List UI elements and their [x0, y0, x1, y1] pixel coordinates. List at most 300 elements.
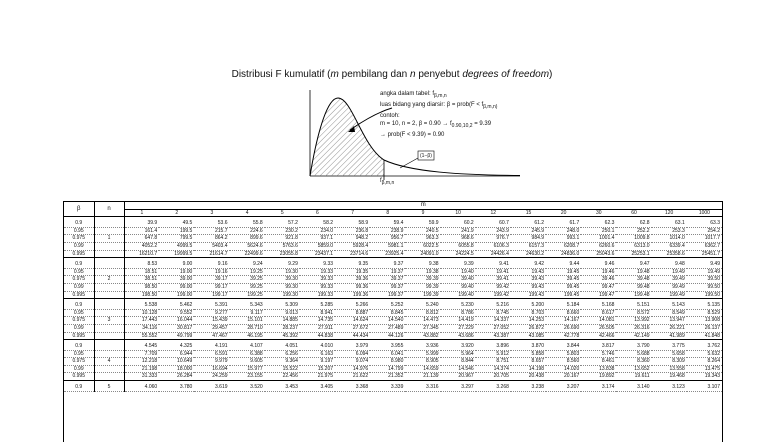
table-cell: 3.123	[652, 384, 687, 391]
table-cell: 59.9	[405, 220, 440, 227]
table-cell: 5.746	[581, 350, 616, 358]
header-beta: β	[64, 202, 94, 217]
table-cell: 9.24	[230, 261, 265, 268]
table-cell: 26.221	[652, 324, 687, 332]
table-cell: 99.36	[335, 283, 370, 291]
table-cell: 19.41	[476, 268, 511, 276]
table-cell: 39.46	[581, 276, 616, 284]
row-n	[94, 324, 124, 332]
table-cell: 243.9	[476, 227, 511, 235]
row-beta: 0.995	[64, 250, 94, 258]
table-cell: 4.545	[124, 343, 159, 350]
table-cell: 24.259	[194, 373, 229, 381]
table-cell: 44.434	[335, 332, 370, 340]
table-cell: 5.858	[511, 350, 546, 358]
table-cell: 10.649	[159, 358, 194, 366]
table-cell: 98.50	[124, 283, 159, 291]
table-cell: 43.387	[476, 332, 511, 340]
table-cell: 3.896	[476, 343, 511, 350]
table-cell: 13.908	[687, 317, 722, 325]
row-n	[94, 332, 124, 340]
table-cell: 19.16	[194, 268, 229, 276]
table-cell: 9.48	[652, 261, 687, 268]
table-cell: 199.30	[265, 291, 300, 299]
table-cell: 39.50	[687, 276, 722, 284]
table-cell: 14.419	[441, 317, 476, 325]
table-cell: 39.41	[476, 276, 511, 284]
table-cell: 3.619	[194, 384, 229, 391]
table-cell: 62.8	[616, 220, 651, 227]
table-row	[64, 227, 722, 235]
table-row	[64, 309, 722, 317]
table-cell: 44.838	[300, 332, 335, 340]
table-row	[64, 235, 722, 243]
row-beta: 0.995	[64, 291, 94, 299]
table-cell: 5859.0	[300, 242, 335, 250]
table-cell: 4.325	[159, 343, 194, 350]
table-cell: 14.885	[265, 317, 300, 325]
header-m-5: 5	[265, 209, 300, 217]
row-beta: 0.995	[64, 373, 94, 381]
table-cell: 19.33	[300, 268, 335, 276]
header-m-8: 8	[370, 209, 405, 217]
table-cell: 8.751	[476, 358, 511, 366]
row-n: 2	[94, 276, 124, 284]
table-cell: 14.253	[511, 317, 546, 325]
table-cell: 5.462	[159, 302, 194, 309]
table-cell: 8.845	[370, 309, 405, 317]
table-cell: 199.42	[476, 291, 511, 299]
table-cell: 161.4	[124, 227, 159, 235]
table-cell: 8.617	[581, 309, 616, 317]
table-cell: 9.00	[159, 261, 194, 268]
table-cell: 5.143	[652, 302, 687, 309]
table-cell: 3.405	[300, 384, 335, 391]
table-cell: 20.167	[546, 373, 581, 381]
table-cell: 41.989	[652, 332, 687, 340]
row-beta: 0.95	[64, 350, 94, 358]
table-cell: 5.135	[687, 302, 722, 309]
table-cell: 23055.8	[265, 250, 300, 258]
table-cell: 20.967	[441, 373, 476, 381]
row-n	[94, 227, 124, 235]
table-cell: 25253.1	[616, 250, 651, 258]
table-cell: 99.48	[616, 283, 651, 291]
table-cell: 25451.7	[687, 250, 722, 258]
table-cell: 99.42	[476, 283, 511, 291]
table-cell: 5.252	[370, 302, 405, 309]
table-row	[64, 350, 722, 358]
table-cell: 252.2	[616, 227, 651, 235]
row-beta: 0.975	[64, 317, 94, 325]
table-cell: 6.163	[300, 350, 335, 358]
table-cell: 14.540	[370, 317, 405, 325]
table-cell: 19.38	[405, 268, 440, 276]
table-cell: 39.36	[335, 276, 370, 284]
table-cell: 3.762	[687, 343, 722, 350]
header-m-1: 1	[124, 209, 159, 217]
table-cell: 39.37	[370, 276, 405, 284]
table-cell: 5624.6	[230, 242, 265, 250]
header-m-3: 3	[194, 209, 229, 217]
table-cell: 45.392	[265, 332, 300, 340]
table-cell: 19.892	[581, 373, 616, 381]
table-cell: 6.388	[230, 350, 265, 358]
table-cell: 3.955	[370, 343, 405, 350]
header-m-4: 4	[230, 209, 265, 217]
table-cell: 5.632	[687, 350, 722, 358]
table-cell: 3.920	[441, 343, 476, 350]
table-cell: 9.39	[441, 261, 476, 268]
table-cell: 3.174	[581, 384, 616, 391]
table-cell: 5.343	[230, 302, 265, 309]
table-cell: 199.39	[405, 291, 440, 299]
table-cell: 43.686	[441, 332, 476, 340]
table-row	[64, 250, 722, 258]
row-beta: 0.995	[64, 332, 94, 340]
table-cell: 5.184	[546, 302, 581, 309]
table-cell: 8.264	[687, 358, 722, 366]
table-cell: 6339.4	[652, 242, 687, 250]
table-cell: 3.780	[159, 384, 194, 391]
table-cell: 3.844	[546, 343, 581, 350]
table-cell: 250.1	[581, 227, 616, 235]
table-cell: 234.0	[300, 227, 335, 235]
table-cell: 39.25	[230, 276, 265, 284]
table-cell: 899.6	[230, 235, 265, 243]
table-cell: 19.43	[511, 268, 546, 276]
table-cell: 3.453	[265, 384, 300, 391]
table-cell: 5.964	[441, 350, 476, 358]
table-cell: 24836.0	[546, 250, 581, 258]
table-cell: 63.3	[687, 220, 722, 227]
table-cell: 14.799	[370, 365, 405, 373]
table-cell: 9.013	[265, 309, 300, 317]
table-cell: 99.33	[300, 283, 335, 291]
table-cell: 647.8	[124, 235, 159, 243]
table-cell: 99.40	[441, 283, 476, 291]
table-cell: 9.33	[300, 261, 335, 268]
row-beta: 0.9	[64, 384, 94, 391]
table-cell: 18.000	[159, 365, 194, 373]
table-cell: 14.624	[335, 317, 370, 325]
table-row	[64, 384, 722, 391]
table-cell: 9.197	[300, 358, 335, 366]
table-cell: 9.37	[370, 261, 405, 268]
table-cell: 8.529	[687, 309, 722, 317]
table-cell: 99.47	[581, 283, 616, 291]
table-cell: 13.475	[687, 365, 722, 373]
table-cell: 24091.0	[405, 250, 440, 258]
row-n	[94, 250, 124, 258]
table-cell: 13.558	[652, 365, 687, 373]
table-cell: 4.107	[230, 343, 265, 350]
table-cell: 99.00	[159, 283, 194, 291]
table-cell: 15.439	[194, 317, 229, 325]
table-cell: 23437.1	[300, 250, 335, 258]
table-cell: 1009.8	[616, 235, 651, 243]
table-cell: 99.25	[230, 283, 265, 291]
table-cell: 26.690	[546, 324, 581, 332]
row-beta: 0.9	[64, 302, 94, 309]
table-cell: 59.4	[370, 220, 405, 227]
header-m-12: 12	[476, 209, 511, 217]
table-cell: 3.268	[476, 384, 511, 391]
table-cell: 62.3	[581, 220, 616, 227]
table-cell: 198.50	[124, 291, 159, 299]
table-cell: 26.872	[511, 324, 546, 332]
table-cell: 27.489	[370, 324, 405, 332]
table-cell: 3.817	[581, 343, 616, 350]
table-cell: 5403.4	[194, 242, 229, 250]
header-m-7: 7	[335, 209, 370, 217]
table-cell: 3.238	[511, 384, 546, 391]
table-cell: 39.48	[616, 276, 651, 284]
table-cell: 9.42	[511, 261, 546, 268]
row-beta: 0.975	[64, 276, 94, 284]
table-cell: 14.337	[476, 317, 511, 325]
table-cell: 9.552	[159, 309, 194, 317]
row-n	[94, 302, 124, 309]
table-cell: 1014.0	[652, 235, 687, 243]
table-cell: 29.457	[194, 324, 229, 332]
table-cell: 27.911	[300, 324, 335, 332]
table-cell: 254.2	[687, 227, 722, 235]
table-cell: 21614.7	[194, 250, 229, 258]
table-cell: 199.17	[194, 291, 229, 299]
table-cell: 9.605	[230, 358, 265, 366]
table-cell: 199.5	[159, 227, 194, 235]
table-cell: 19.25	[230, 268, 265, 276]
table-cell: 19.611	[616, 373, 651, 381]
table-cell: 8.657	[511, 358, 546, 366]
table-cell: 42.466	[581, 332, 616, 340]
table-row	[64, 261, 722, 268]
table-cell: 8.703	[511, 309, 546, 317]
table-cell: 5.151	[616, 302, 651, 309]
table-cell: 21.975	[300, 373, 335, 381]
row-n	[94, 291, 124, 299]
table-cell: 16210.7	[124, 250, 159, 258]
table-cell: 21.622	[335, 373, 370, 381]
table-cell: 963.3	[405, 235, 440, 243]
table-cell: 39.00	[159, 276, 194, 284]
table-cell: 60.2	[441, 220, 476, 227]
row-beta: 0.99	[64, 283, 94, 291]
table-cell: 19.46	[581, 268, 616, 276]
table-cell: 23925.4	[370, 250, 405, 258]
table-cell: 5.912	[476, 350, 511, 358]
table-cell: 8.887	[335, 309, 370, 317]
row-n	[94, 350, 124, 358]
table-cell: 199.50	[687, 291, 722, 299]
table-cell: 16.044	[159, 317, 194, 325]
header-m-30: 30	[581, 209, 616, 217]
table-cell: 27.672	[335, 324, 370, 332]
table-cell: 3.297	[441, 384, 476, 391]
table-cell: 3.520	[230, 384, 265, 391]
table-cell: 199.45	[546, 291, 581, 299]
row-beta: 0.95	[64, 227, 94, 235]
page-title: Distribusi F kumulatif (m pembilang dan n penyebut degrees of freedom)	[231, 69, 553, 80]
table-cell: 12.218	[124, 358, 159, 366]
table-cell: 6313.0	[616, 242, 651, 250]
table-cell: 18.51	[124, 268, 159, 276]
table-cell: 984.9	[511, 235, 546, 243]
table-cell: 99.45	[546, 283, 581, 291]
table-cell: 9.16	[194, 261, 229, 268]
table-cell: 6260.6	[581, 242, 616, 250]
table-cell: 19.30	[265, 268, 300, 276]
table-cell: 5.688	[616, 350, 651, 358]
table-cell: 5928.4	[335, 242, 370, 250]
table-cell: 39.49	[652, 276, 687, 284]
table-cell: 199.33	[300, 291, 335, 299]
table-cell: 1017.7	[687, 235, 722, 243]
table-cell: 1001.4	[581, 235, 616, 243]
table-cell: 8.786	[441, 309, 476, 317]
table-cell: 38.51	[124, 276, 159, 284]
table-cell: 19.37	[370, 268, 405, 276]
table-cell: 39.9	[124, 220, 159, 227]
table-cell: 236.8	[335, 227, 370, 235]
table-cell: 14.473	[405, 317, 440, 325]
f-distribution-table	[64, 202, 722, 392]
table-cell: 99.50	[687, 283, 722, 291]
table-cell: 27.345	[405, 324, 440, 332]
table-cell: 199.36	[335, 291, 370, 299]
table-cell: 8.812	[405, 309, 440, 317]
header-m-1000: 1000	[687, 209, 722, 217]
table-cell: 19.468	[652, 373, 687, 381]
row-beta: 0.9	[64, 261, 94, 268]
row-n: 3	[94, 317, 124, 325]
table-cell: 39.30	[265, 276, 300, 284]
table-row	[64, 268, 722, 276]
table-cell: 46.195	[230, 332, 265, 340]
header-m-15: 15	[511, 209, 546, 217]
table-cell: 39.43	[511, 276, 546, 284]
header-m-9: 9	[405, 209, 440, 217]
table-cell: 5.285	[300, 302, 335, 309]
table-cell: 5.200	[511, 302, 546, 309]
table-cell: 3.979	[335, 343, 370, 350]
table-cell: 199.00	[159, 291, 194, 299]
table-cell: 8.844	[441, 358, 476, 366]
row-n	[94, 343, 124, 350]
header-m-2: 2	[159, 209, 194, 217]
table-cell: 9.29	[265, 261, 300, 268]
table-cell: 5763.6	[265, 242, 300, 250]
table-cell: 19999.5	[159, 250, 194, 258]
table-cell: 30.817	[159, 324, 194, 332]
table-cell: 16.694	[194, 365, 229, 373]
table-cell: 199.49	[652, 291, 687, 299]
table-cell: 10.128	[124, 309, 159, 317]
table-cell: 13.652	[616, 365, 651, 373]
table-cell: 9.979	[194, 358, 229, 366]
table-cell: 5.230	[441, 302, 476, 309]
table-cell: 6.256	[265, 350, 300, 358]
table-cell: 948.2	[335, 235, 370, 243]
table-cell: 8.309	[652, 358, 687, 366]
table-cell: 21.139	[405, 373, 440, 381]
header-m-6: 6	[300, 209, 335, 217]
table-cell: 27.229	[441, 324, 476, 332]
table-cell: 7.709	[124, 350, 159, 358]
table-cell: 956.7	[370, 235, 405, 243]
row-beta: 0.975	[64, 358, 94, 366]
table-cell: 55.552	[124, 332, 159, 340]
table-cell: 3.775	[652, 343, 687, 350]
table-cell: 9.49	[687, 261, 722, 268]
header-m-10: 10	[441, 209, 476, 217]
table-cell: 238.9	[370, 227, 405, 235]
table-cell: 5981.1	[370, 242, 405, 250]
table-cell: 49.5	[159, 220, 194, 227]
table-cell: 99.49	[652, 283, 687, 291]
table-cell: 6208.7	[546, 242, 581, 250]
table-cell: 43.085	[511, 332, 546, 340]
table-cell: 43.882	[405, 332, 440, 340]
header-n: n	[94, 202, 124, 217]
table-cell: 22.456	[265, 373, 300, 381]
table-cell: 8.560	[546, 358, 581, 366]
table-cell: 55.8	[230, 220, 265, 227]
table-row	[64, 324, 722, 332]
table-cell: 5.309	[265, 302, 300, 309]
f-table	[63, 201, 723, 442]
table-cell: 26.284	[159, 373, 194, 381]
table-cell: 8.660	[546, 309, 581, 317]
row-n	[94, 242, 124, 250]
table-cell: 31.333	[124, 373, 159, 381]
header-m-60: 60	[616, 209, 651, 217]
header-m-120: 120	[652, 209, 687, 217]
table-row	[64, 358, 722, 366]
table-row	[64, 317, 722, 325]
table-cell: 5.658	[652, 350, 687, 358]
table-cell: 6.944	[159, 350, 194, 358]
table-cell: 6022.5	[405, 242, 440, 250]
table-cell: 15.977	[230, 365, 265, 373]
shaded-area	[310, 98, 384, 176]
table-row	[64, 220, 722, 227]
x-axis-label: $f_{\beta,m,n}$	[380, 178, 395, 187]
one-minus-beta-label: (1−β)	[420, 153, 432, 159]
row-beta: 0.9	[64, 343, 94, 350]
table-cell: 25358.6	[652, 250, 687, 258]
table-cell: 5.538	[124, 302, 159, 309]
table-cell: 8.572	[616, 309, 651, 317]
table-cell: 19.00	[159, 268, 194, 276]
table-cell: 6.591	[194, 350, 229, 358]
table-cell: 14.167	[546, 317, 581, 325]
table-cell: 19.45	[546, 268, 581, 276]
table-cell: 42.778	[546, 332, 581, 340]
table-cell: 5.266	[335, 302, 370, 309]
table-cell: 14.374	[476, 365, 511, 373]
row-n	[94, 373, 124, 381]
table-cell: 5.168	[581, 302, 616, 309]
table-cell: 60.7	[476, 220, 511, 227]
row-beta: 0.95	[64, 309, 94, 317]
table-cell: 14.659	[405, 365, 440, 373]
table-cell: 24426.4	[476, 250, 511, 258]
table-cell: 9.44	[546, 261, 581, 268]
table-cell: 39.39	[405, 276, 440, 284]
table-cell: 9.41	[476, 261, 511, 268]
